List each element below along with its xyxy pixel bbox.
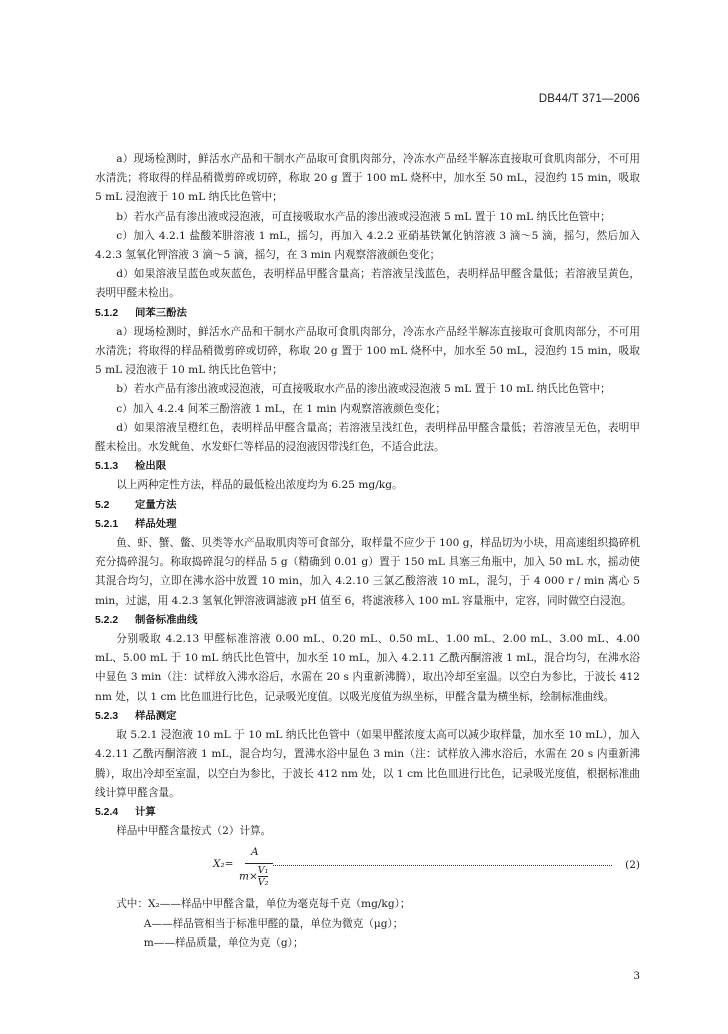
paragraph: 以上两种定性方法，样品的最低检出浓度均为 6.25 mg/kg。: [116, 479, 403, 492]
section-title: 间苯三酚法: [135, 307, 187, 319]
paragraph: b）若水产品有渗出液或浸泡液，可直接吸取水产品的渗出液或浸泡液 5 mL 置于 10 mL 纳氏比色管中；: [116, 210, 611, 223]
formula-denominator: [239, 865, 268, 888]
paragraph: 取 5.2.1 浸泡液 10 mL 于 10 mL 纳氏比色管中（如果甲醛浓度太高可以减少取样量，加水至 10 mL），加入 4.2.11 乙酰丙酮溶液 1 mL，混合均匀，置沸水浴中显色 3 min（注：试样放入沸水浴后，水需在 20 s 内重新沸腾），取出冷却至室温，以空白为参比，于波长 412 nm 处，以 1 cm 比色皿进行比色，记录吸光度值，根据标准曲线计算甲醛含量。: [95, 729, 640, 799]
paragraph: 鱼、虾、蟹、鳖、贝类等水产品取肌肉等可食部分，取样量不应少于 100 g，样品切为小块，用高速组织捣碎机充分捣碎混匀。称取捣碎混匀的样品 5 g（精确到 0.01 g）置于 150 mL 具塞三角瓶中，加入 50 mL 水，摇动使其混合均匀，立即在沸水浴中放置 10 min，加入 4.2.10 三氯乙酸溶液 10 mL，混匀，于 4 000 r / min 离心 5 min，过滤，用 4.2.3 氢氧化钾溶液调滤液 pH 值至 6，将滤液移入 100 mL 容量瓶中，定容，同时做空白浸泡。: [95, 537, 640, 607]
paragraph: c）加入 4.2.4 间苯三酚溶液 1 mL，在 1 min 内观察溶液颜色变化；: [116, 402, 446, 415]
section-number: 5.2.4: [95, 806, 119, 818]
definition-line: m——样品质量，单位为克（g）；: [143, 936, 304, 949]
leader-dots: [273, 865, 612, 866]
formula-den-prefix: m×: [239, 870, 258, 883]
section-title: 检出限: [135, 461, 167, 473]
section-heading-5-2-2: [95, 611, 640, 630]
equation-number: (2): [625, 859, 640, 872]
paragraph: d）如果溶液呈蓝色或灰蓝色，表明样品甲醛含量高；若溶液呈浅蓝色，表明样品甲醛含量低；若溶液呈黄色，表明甲醛未检出。: [95, 268, 640, 300]
page-number: 3: [633, 970, 640, 982]
section-heading-5-2-1: [95, 515, 640, 534]
section-title: 样品处理: [135, 518, 177, 530]
section-title: 样品测定: [135, 710, 177, 722]
paragraph: c）加入 4.2.1 盐酸苯肼溶液 1 mL，摇匀，再加入 4.2.2 亚硝基铁氰化钠溶液 3 滴～5 滴，摇匀，然后加入 4.2.3 氢氧化钾溶液 3 滴～5 滴，摇匀，在 3 min 内观察溶液颜色变化；: [95, 229, 640, 262]
section-heading-5-1-2: [95, 304, 640, 323]
section-title: 制备标准曲线: [135, 614, 198, 626]
page-content: [95, 150, 640, 953]
section-title: 计算: [135, 806, 156, 818]
section-number: 5.2: [95, 499, 110, 511]
paragraph: a）现场检测时，鲜活水产品和干制水产品取可食肌肉部分，冷冻水产品经半解冻直接取可食肌肉部分，不可用水清洗；将取得的样品稍微剪碎或切碎，称取 20 g 置于 100 mL 烧杯中，加水至 50 mL，浸泡约 15 min，吸取 5 mL 浸泡液于 10 mL 纳氏比色管中；: [95, 153, 640, 204]
variable-definitions: [95, 895, 640, 953]
inner-fraction: [258, 865, 269, 888]
formula-lhs: X₂=: [213, 858, 234, 871]
document-id: DB44/T 371—2006: [538, 93, 640, 105]
definition-line: 式中：X₂——样品中甲醛含量，单位为毫克每千克（mg/kg）；: [116, 898, 411, 911]
paragraph: b）若水产品有渗出液或浸泡液，可直接吸取水产品的渗出液或浸泡液 5 mL 置于 10 mL 纳氏比色管中；: [116, 383, 611, 396]
section-number: 5.1.3: [95, 461, 119, 473]
inner-numerator: V₁: [257, 865, 269, 877]
section-number: 5.2.1: [95, 518, 119, 530]
section-number: 5.2.3: [95, 710, 119, 722]
formula-2: [95, 843, 640, 891]
section-number: 5.2.2: [95, 614, 119, 626]
section-heading-5-2-4: [95, 803, 640, 822]
paragraph: a）现场检测时，鲜活水产品和干制水产品取可食肌肉部分，冷冻水产品经半解冻直接取可食肌肉部分，不可用水清洗；将取得的样品稍微剪碎或切碎，称取 20 g 置于 100 mL 烧杯中，加水至 50 mL，浸泡约 15 min，吸取 5 mL 浸泡液于 10 mL 纳氏比色管中；: [95, 325, 640, 377]
inner-denominator: V₂: [257, 877, 269, 889]
section-heading-5-2-3: [95, 707, 640, 726]
section-heading-5-2: [95, 496, 640, 515]
section-heading-5-1-3: [95, 457, 640, 476]
paragraph: 分别吸取 4.2.13 甲醛标准溶液 0.00 mL、0.20 mL、0.50 mL、1.00 mL、2.00 mL、3.00 mL、4.00 mL、5.00 mL 于 10 mL 纳氏比色管中，加水至 10 mL，加入 4.2.11 乙酰丙酮溶液 1 mL，混合均匀，在沸水浴中显色 3 min（注：试样放入沸水浴后，水需在 20 s 内重新沸腾），取出冷却至室温。以空白为参比，于波长 412 nm 处，以 1 cm 比色皿进行比色，记录吸光度值。以吸光度值为纵坐标，甲醛含量为横坐标，绘制标准曲线。: [95, 633, 640, 703]
section-title: 定量方法: [135, 499, 177, 511]
section-number: 5.1.2: [95, 307, 119, 319]
formula-numerator: A: [251, 846, 259, 859]
paragraph: d）如果溶液呈橙红色，表明样品甲醛含量高；若溶液呈浅红色，表明样品甲醛含量低；若溶液呈无色，表明甲醛未检出。水发鱿鱼、水发虾仁等样品的浸泡液因带浅红色，不适合此法。: [95, 421, 640, 454]
paragraph: 样品中甲醛含量按式（2）计算。: [116, 825, 272, 838]
definition-line: A——样品管相当于标准甲醛的量，单位为微克（μg）；: [143, 917, 404, 930]
fraction-bar: [245, 863, 273, 864]
